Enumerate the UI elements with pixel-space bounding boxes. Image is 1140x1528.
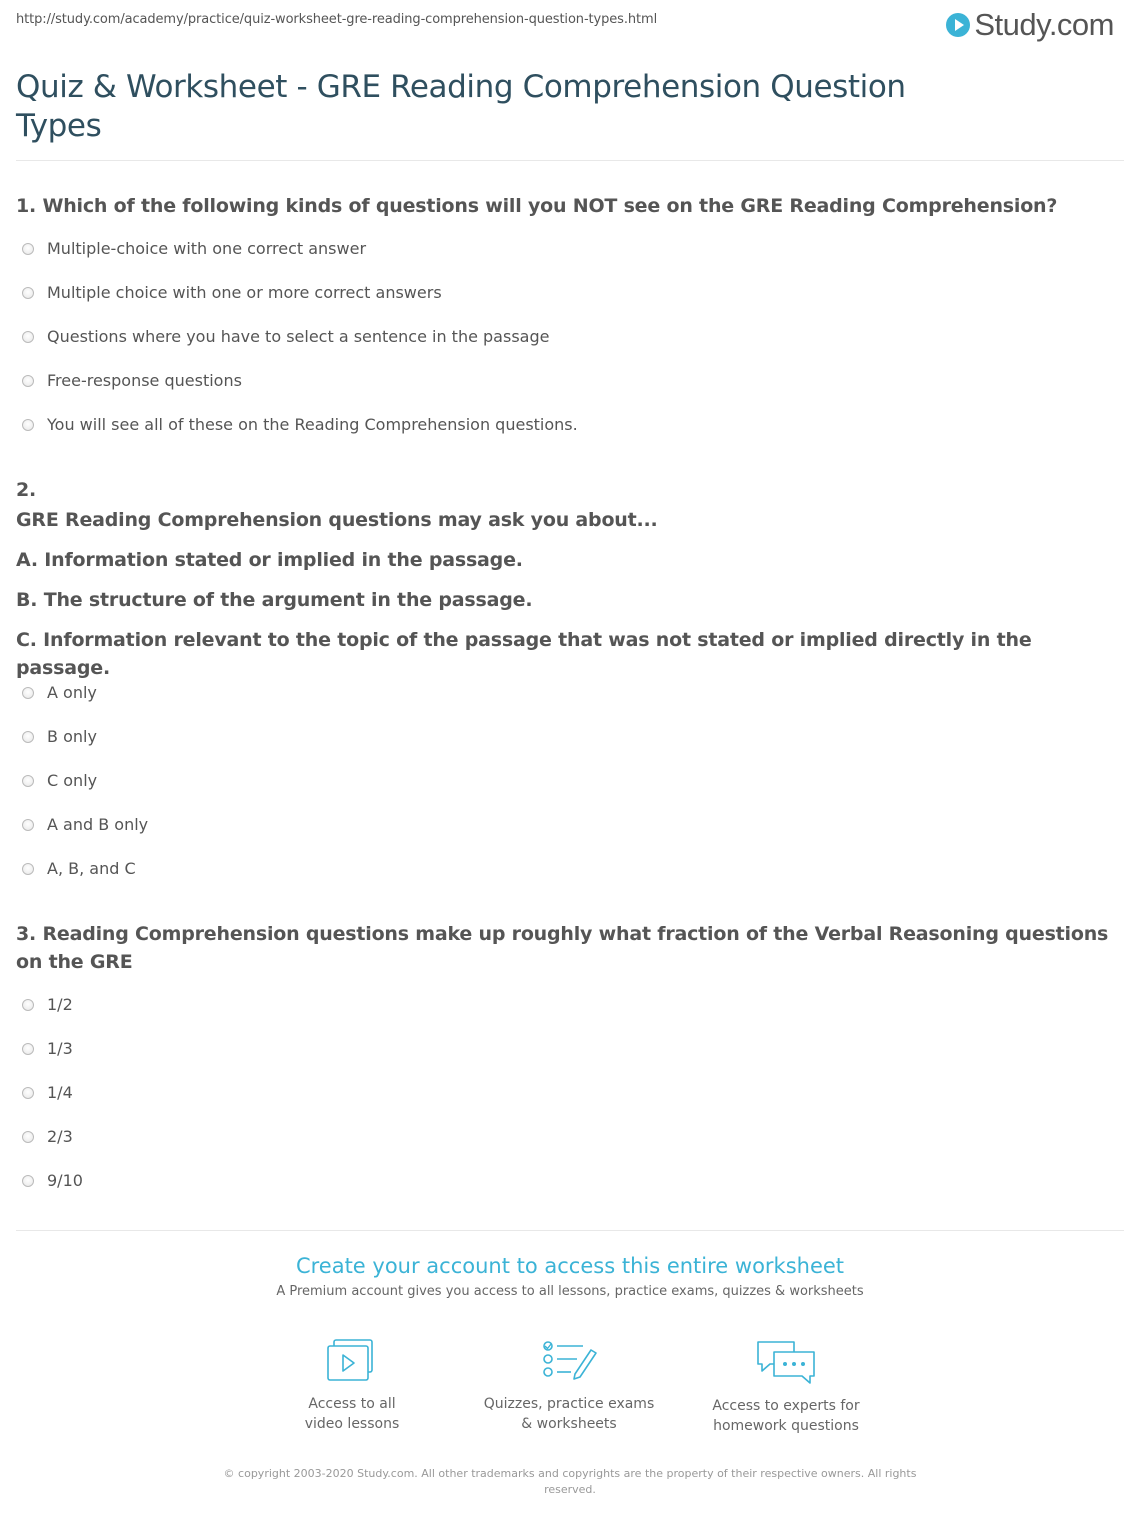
radio-button[interactable] (22, 1087, 34, 1099)
question-1 (16, 192, 1116, 220)
study-logo[interactable] (946, 8, 1114, 42)
answer-option[interactable]: 9/10 (22, 1172, 83, 1216)
feature-label: Access to experts for (712, 1398, 860, 1414)
copyright-text: © copyright 2003-2020 Study.com. All other trademarks and copyrights are the property of their respective owners. All rights reserved. (223, 1467, 917, 1496)
radio-button[interactable] (22, 287, 34, 299)
answer-option[interactable]: Multiple-choice with one correct answer (22, 240, 578, 284)
chat-bubbles-icon (754, 1338, 818, 1386)
radio-button[interactable] (22, 1043, 34, 1055)
answer-option[interactable]: A only (22, 684, 148, 728)
radio-button[interactable] (22, 331, 34, 343)
answer-option[interactable]: Questions where you have to select a sentence in the passage (22, 328, 578, 372)
statement-a: A. Information stated or implied in the passage. (16, 549, 523, 571)
answer-option[interactable]: 1/3 (22, 1040, 83, 1084)
radio-button[interactable] (22, 863, 34, 875)
feature-label: Access to all (308, 1396, 396, 1412)
answer-option[interactable]: B only (22, 728, 148, 772)
video-lessons-icon (324, 1338, 380, 1384)
question-3-options (22, 996, 83, 1216)
feature-quizzes (469, 1338, 669, 1434)
question-text: GRE Reading Comprehension questions may ask you about... (16, 509, 658, 531)
feature-label: & worksheets (521, 1416, 617, 1432)
answer-option[interactable]: Free-response questions (22, 372, 578, 416)
question-number: 2. (16, 479, 37, 501)
radio-button[interactable] (22, 1131, 34, 1143)
answer-option[interactable]: A and B only (22, 816, 148, 860)
radio-button[interactable] (22, 419, 34, 431)
feature-label: Quizzes, practice exams (483, 1396, 655, 1412)
question-text: 3. Reading Comprehension questions make up roughly what fraction of the Verbal Reasoning questions on the GRE (16, 923, 1109, 973)
divider (16, 160, 1124, 161)
create-account-link[interactable]: Create your account to access this entire worksheet (295, 1254, 845, 1278)
radio-button[interactable] (22, 731, 34, 743)
answer-option[interactable]: A, B, and C (22, 860, 148, 904)
radio-button[interactable] (22, 819, 34, 831)
page-title: Quiz & Worksheet - GRE Reading Comprehension Question Types (16, 69, 906, 144)
radio-button[interactable] (22, 687, 34, 699)
answer-option[interactable]: 1/2 (22, 996, 83, 1040)
question-3 (16, 920, 1116, 976)
divider (16, 1230, 1124, 1231)
page-url: http://study.com/academy/practice/quiz-worksheet-gre-reading-comprehension-question-types.html (16, 12, 658, 27)
question-1-options (22, 240, 578, 460)
feature-label: homework questions (713, 1418, 859, 1434)
statement-c: C. Information relevant to the topic of the passage that was not stated or implied directly in the passage. (16, 629, 1032, 679)
answer-option[interactable]: 2/3 (22, 1128, 83, 1172)
question-text: 1. Which of the following kinds of questions will you NOT see on the GRE Reading Comprehension? (16, 195, 1058, 217)
question-2 (16, 476, 1116, 679)
answer-option[interactable]: 1/4 (22, 1084, 83, 1128)
cta-subtitle: A Premium account gives you access to all lessons, practice exams, quizzes & worksheets (276, 1284, 864, 1299)
feature-video-lessons (252, 1338, 452, 1434)
radio-button[interactable] (22, 999, 34, 1011)
radio-button[interactable] (22, 1175, 34, 1187)
answer-option[interactable]: You will see all of these on the Reading Comprehension questions. (22, 416, 578, 460)
answer-option[interactable]: C only (22, 772, 148, 816)
statement-b: B. The structure of the argument in the passage. (16, 589, 533, 611)
play-circle-icon (946, 13, 970, 37)
radio-button[interactable] (22, 775, 34, 787)
feature-label: video lessons (304, 1416, 400, 1432)
quiz-checklist-icon (539, 1338, 599, 1384)
answer-option[interactable]: Multiple choice with one or more correct answers (22, 284, 578, 328)
radio-button[interactable] (22, 375, 34, 387)
feature-experts (686, 1338, 886, 1436)
logo-text: Study.com (974, 7, 1114, 42)
radio-button[interactable] (22, 243, 34, 255)
question-2-options (22, 684, 148, 904)
